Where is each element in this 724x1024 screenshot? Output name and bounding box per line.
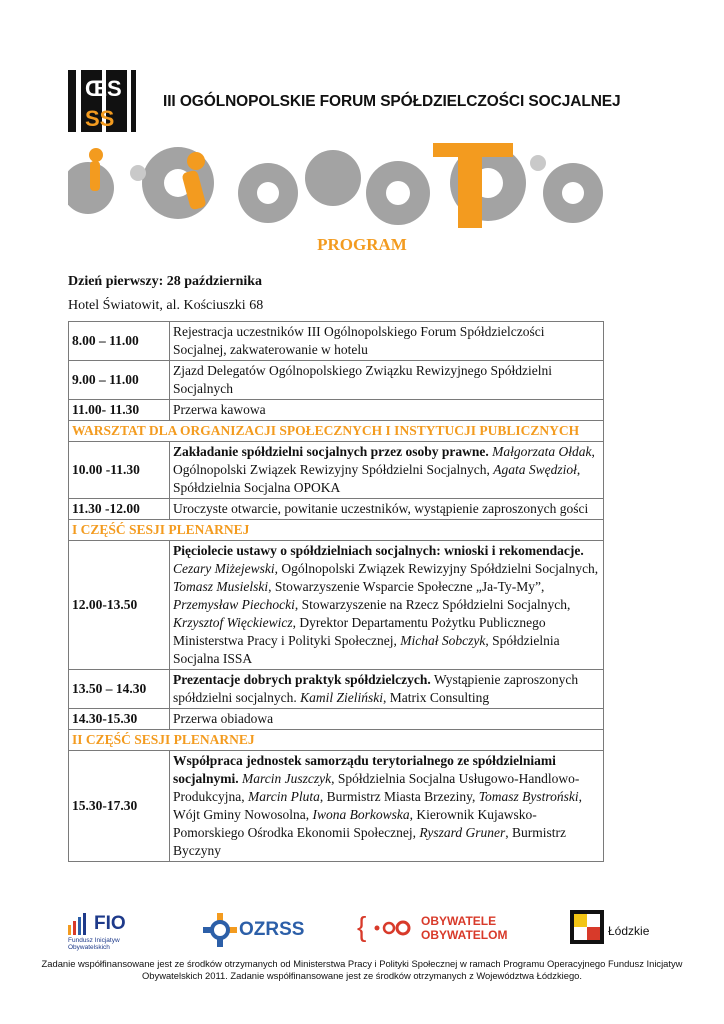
- description-text: , Wójt Gminy Nowosolna,: [173, 789, 582, 822]
- speaker-name: Agata Swędzioł: [493, 462, 577, 477]
- description-text: , Kierownik Kujawsko- Pomorskiego Ośrodka Ekonomii Społecznej,: [173, 807, 537, 840]
- obywatele-symbol-icon: [357, 910, 419, 946]
- program-row: [69, 361, 604, 400]
- description-text: , Matrix Consulting: [383, 690, 490, 705]
- section-row: [69, 520, 604, 541]
- description-cell: [170, 361, 604, 400]
- funding-note: Zadanie współfinansowane jest ze środków otrzymanych od Ministerstwa Pracy i Polityki Społecznej w ramach Programu Operacyjnego Fundusz Inicjatyw Obywatelskich 2011. Zadanie współfinansowane jest ze środków otrzymanych z Województwa Łódzkiego.: [41, 958, 683, 981]
- description-cell: [170, 751, 604, 862]
- time-cell: 15.30-17.30: [69, 751, 170, 862]
- venue-text: Hotel Światowit, al. Kościuszki 68: [68, 298, 264, 313]
- fio-bars-icon: [68, 913, 92, 935]
- speaker-name: Przemysław Piechocki: [173, 597, 295, 612]
- speaker-name: Tomasz Musielski: [173, 579, 269, 594]
- program-row: [69, 322, 604, 361]
- obywatele-line1: OBYWATELE: [421, 914, 497, 928]
- speaker-name: Krzysztof Więckiewicz: [173, 615, 293, 630]
- description-cell: [170, 442, 604, 499]
- svg-text:{: {: [357, 911, 367, 942]
- description-text: , Dyrektor Departamentu Pożytku Publicznego Ministerstwa Pracy i Polityki Społecznej,: [173, 615, 546, 648]
- speaker-name: Cezary Miżejewski: [173, 561, 275, 576]
- time-cell: 10.00 -11.30: [69, 442, 170, 499]
- section-row: [69, 421, 604, 442]
- time-cell: 13.50 – 14.30: [69, 670, 170, 709]
- time-cell: 11.00- 11.30: [69, 400, 170, 421]
- ozrss-logo: [203, 913, 305, 949]
- lodzkie-logo-text: Łódzkie: [608, 924, 650, 938]
- description-cell: [170, 499, 604, 520]
- speaker-name: Marcin Juszczyk: [242, 771, 332, 786]
- time-cell: 14.30-15.30: [69, 709, 170, 730]
- section-heading: WARSZTAT DLA ORGANIZACJI SPOŁECZNYCH I INSTYTUCJI PUBLICZNYCH: [69, 421, 604, 442]
- program-row: [69, 442, 604, 499]
- description-text: , Stowarzyszenie na Rzecz Spółdzielni Socjalnych,: [294, 597, 571, 612]
- session-title: Współpraca jednostek samorządu terytorialnego ze spółdzielniami socjalnymi.: [173, 753, 556, 786]
- speaker-name: Tomasz Bystroński: [478, 789, 579, 804]
- description-text: , Stowarzyszenie Wsparcie Społeczne „Ja-Ty-My”,: [268, 579, 545, 594]
- description-text: , Spółdzielnia Socjalna OPOKA: [173, 462, 581, 495]
- section-heading: II CZĘŚĆ SESJI PLENARNEJ: [69, 730, 604, 751]
- description-text: Zjazd Delegatów Ogólnopolskiego Związku Rewizyjnego Spółdzielni Socjalnych: [173, 363, 553, 396]
- program-row: [69, 541, 604, 670]
- lodzkie-logo: [570, 910, 660, 950]
- program-row: [69, 499, 604, 520]
- session-title: Zakładanie spółdzielni socjalnych przez osoby prawne.: [173, 444, 493, 459]
- description-cell: [170, 400, 604, 421]
- description-text: Przerwa obiadowa: [173, 711, 274, 726]
- section-row: [69, 730, 604, 751]
- obywatele-obywatelom-logo: [357, 910, 517, 950]
- time-cell: 11.30 -12.00: [69, 499, 170, 520]
- ozrss-gear-icon: [203, 913, 237, 947]
- description-text: , Spółdzielnia Socjalna ISSA: [173, 633, 560, 666]
- description-text: Wystąpienie zaproszonych spółdzielni socjalnych.: [173, 672, 579, 705]
- fio-logo-subtitle: Fundusz Inicjatyw Obywatelskich: [68, 937, 120, 951]
- description-cell: [170, 709, 604, 730]
- session-title: Prezentacje dobrych praktyk spółdzielczych.: [173, 672, 431, 687]
- speaker-name: Małgorzata Ołdak: [492, 444, 592, 459]
- sponsor-logos: [0, 905, 724, 955]
- description-text: Przerwa kawowa: [173, 402, 266, 417]
- speaker-name: Iwona Borkowska: [312, 807, 410, 822]
- session-title: Pięciolecie ustawy o spółdzielniach socjalnych: wnioski i rekomendacje.: [173, 543, 584, 558]
- fio-logo-text: FIO: [94, 913, 126, 934]
- forum-title: III OGÓLNOPOLSKIE FORUM SPÓŁDZIELCZOŚCI SOCJALNEJ: [163, 93, 621, 110]
- day-heading: Dzień pierwszy: 28 października: [68, 274, 263, 289]
- program-title: PROGRAM: [317, 235, 407, 254]
- program-row: [69, 400, 604, 421]
- program-row: [69, 751, 604, 862]
- description-cell: [170, 670, 604, 709]
- obywatele-logo-text: [421, 914, 507, 942]
- gears-banner-image: [68, 143, 604, 228]
- svg-text:ŒS: ŒS: [85, 76, 122, 101]
- svg-text:SS: SS: [85, 106, 115, 131]
- speaker-name: Ryszard Gruner: [419, 825, 506, 840]
- speaker-name: Michał Sobczyk: [400, 633, 486, 648]
- description-cell: [170, 322, 604, 361]
- description-text: , Burmistrz Byczyny: [173, 825, 566, 858]
- forum-logo: [68, 70, 136, 132]
- speaker-name: Marcin Pluta: [248, 789, 320, 804]
- section-heading: I CZĘŚĆ SESJI PLENARNEJ: [69, 520, 604, 541]
- program-row: [69, 670, 604, 709]
- program-table: [68, 321, 604, 862]
- program-row: [69, 709, 604, 730]
- time-cell: 9.00 – 11.00: [69, 361, 170, 400]
- description-text: Rejestracja uczestników III Ogólnopolskiego Forum Spółdzielczości Socjalnej, zakwaterowanie w hotelu: [173, 324, 545, 357]
- description-text: , Spółdzielnia Socjalna Usługowo-Handlowo-Produkcyjna,: [173, 771, 580, 804]
- time-cell: 8.00 – 11.00: [69, 322, 170, 361]
- speaker-name: Kamil Zieliński: [300, 690, 383, 705]
- fio-logo: [68, 913, 148, 953]
- ozrss-logo-text: OZRSS: [239, 919, 305, 940]
- description-text: , Ogólnopolski Związek Rewizyjny Spółdzielni Socjalnych,: [173, 444, 595, 477]
- description-text: Uroczyste otwarcie, powitanie uczestników, wystąpienie zaproszonych gości: [173, 501, 589, 516]
- description-cell: [170, 541, 604, 670]
- description-text: , Ogólnopolski Związek Rewizyjny Spółdzielni Socjalnych,: [274, 561, 599, 576]
- time-cell: 12.00-13.50: [69, 541, 170, 670]
- lodzkie-emblem-icon: [570, 910, 604, 944]
- obywatele-line2: OBYWATELOM: [421, 928, 508, 942]
- description-text: , Burmistrz Miasta Brzeziny,: [319, 789, 479, 804]
